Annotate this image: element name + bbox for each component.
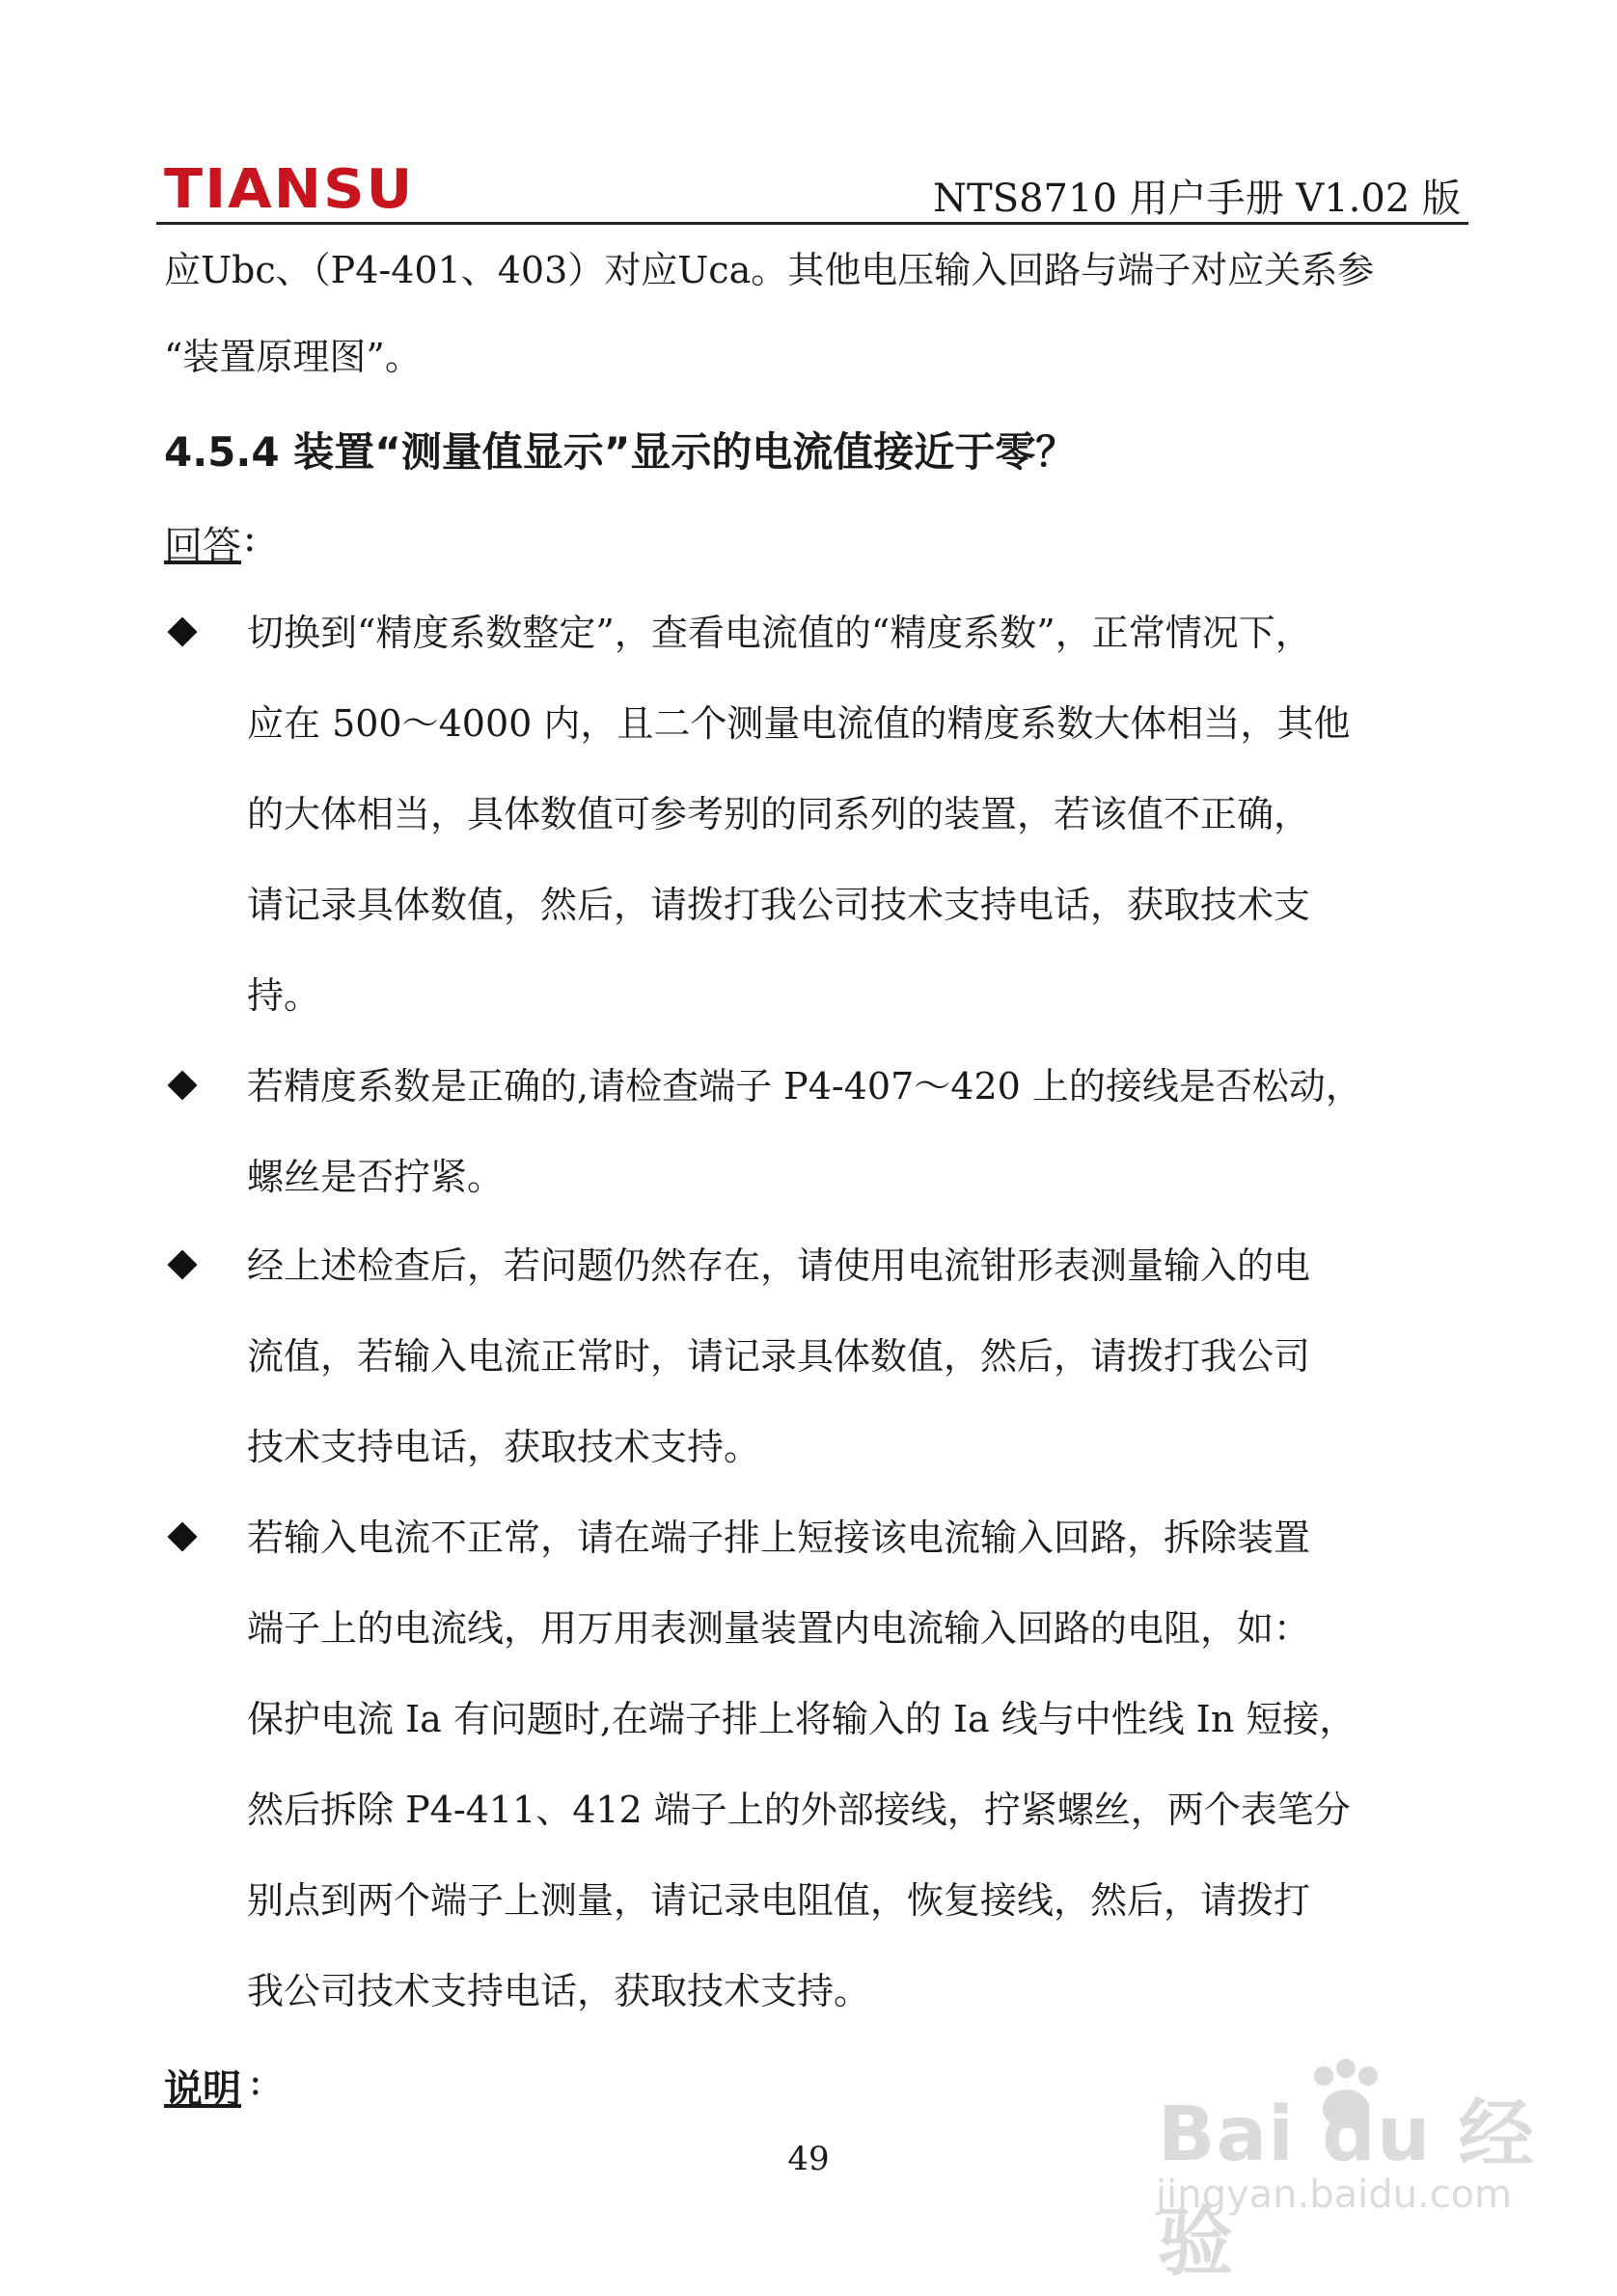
bullet-diamond-icon [168,1250,197,1279]
page-number: 49 [787,2140,830,2178]
bullet-3-line-2: 流值，若输入电流正常时，请记录具体数值，然后，请拨打我公司 [247,1335,1311,1378]
bullet-diamond-icon [168,617,197,646]
tiansu-logo: TIANSU [164,158,415,221]
note-colon: : [249,2060,262,2104]
answer-colon: : [243,516,257,560]
bullet-2-line-2: 螺丝是否拧紧。 [247,1156,505,1198]
bullet-1-line-1: 切换到“精度系数整定”，查看电流值的“精度系数”，正常情况下， [247,612,1312,654]
bullet-1-line-5: 持。 [247,974,321,1017]
header-divider [156,222,1468,225]
note-label-text: 说明 [164,2067,241,2112]
bullet-4-line-1: 若输入电流不正常，请在端子排上短接该电流输入回路，拆除装置 [247,1517,1311,1559]
bullet-2-line-1: 若精度系数是正确的,请检查端子 P4-407～420 上的接线是否松动， [247,1065,1362,1107]
page-header [162,154,1466,222]
bullet-4-line-3: 保护电流 Ia 有问题时,在端子排上将输入的 Ia 线与中性线 In 短接， [247,1698,1357,1740]
bullet-4-line-5: 别点到两个端子上测量，请记录电阻值，恢复接线，然后，请拨打 [247,1879,1311,1922]
watermark-url: jingyan.baidu.com [1156,2173,1513,2217]
watermark-brand: Bai du 经验 [1158,2091,1535,2286]
bullet-diamond-icon [168,1071,197,1100]
bullet-4-line-6: 我公司技术支持电话，获取技术支持。 [247,1970,871,2012]
note-label [164,2059,241,2114]
bullet-3-line-1: 经上述检查后，若问题仍然存在，请使用电流钳形表测量输入的电 [247,1244,1311,1287]
bullet-diamond-icon [168,1522,197,1551]
bullet-1-line-4: 请记录具体数值，然后，请拨打我公司技术支持电话，获取技术支 [247,884,1311,926]
section-heading: 4.5.4 装置“测量值显示”显示的电流值接近于零？ [164,428,1077,476]
bullet-1-line-2: 应在 500～4000 内，且二个测量电流值的精度系数大体相当，其他 [247,702,1351,745]
bullet-1-line-3: 的大体相当，具体数值可参考别的同系列的装置，若该值不正确， [247,793,1311,835]
bullet-3-line-3: 技术支持电话，获取技术支持。 [247,1426,761,1468]
intro-line-1: 应Ubc、（P4-401、403）对应Uca。其他电压输入回路与端子对应关系参 [164,249,1375,291]
answer-label-text: 回答 [164,524,241,568]
manual-title: NTS8710 用户手册 V1.02 版 [933,177,1461,221]
intro-line-2: “装置原理图”。 [164,336,422,378]
answer-label [164,515,241,570]
bullet-4-line-2: 端子上的电流线，用万用表测量装置内电流输入回路的电阻，如： [247,1607,1311,1650]
baidu-jingyan-watermark [1148,2055,1553,2286]
bullet-4-line-4: 然后拆除 P4-411、412 端子上的外部接线，拧紧螺丝，两个表笔分 [247,1789,1351,1831]
